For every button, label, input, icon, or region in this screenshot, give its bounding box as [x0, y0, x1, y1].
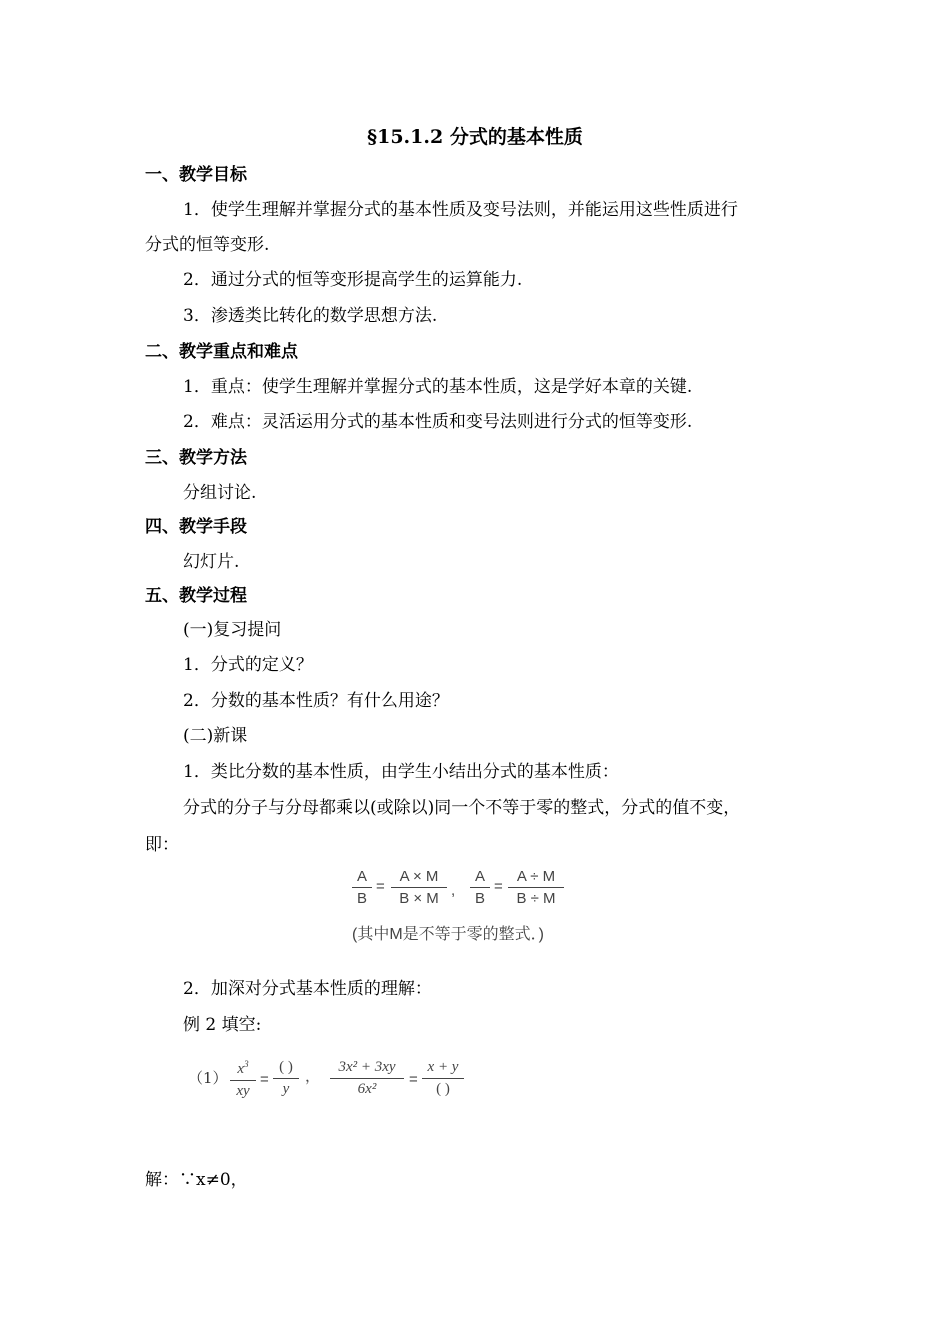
fraction-numerator: A ÷ M [516, 868, 556, 885]
fraction-a-over-b-2 [470, 868, 490, 907]
fraction-denominator: y [282, 1081, 290, 1097]
subsection-new-lesson: (二)新课 [183, 726, 248, 746]
blank-denominator: ( ) [436, 1081, 450, 1097]
fraction-polynomial [330, 1059, 404, 1098]
key-point-2: 2．难点：灵活运用分式的基本性质和变号法则进行分式的恒等变形. [183, 412, 693, 432]
fraction-numerator: A [356, 868, 367, 885]
fraction-denominator: B × M [399, 890, 439, 907]
fraction-x-plus-y-over-blank [422, 1059, 464, 1098]
equals-sign: = [376, 878, 385, 895]
new-lesson-point-1: 1．类比分数的基本性质，由学生小结出分式的基本性质： [183, 762, 619, 782]
equals-sign: = [260, 1071, 269, 1088]
fraction-bar [352, 887, 372, 888]
fraction-bar [422, 1078, 464, 1079]
numerator-base: x [237, 1061, 245, 1077]
formula-comma: , [451, 882, 456, 899]
fraction-numerator [237, 1059, 248, 1078]
formula-note: (其中M是不等于零的整式．) [352, 926, 544, 943]
objective-1-line-2: 分式的恒等变形. [145, 235, 270, 255]
equals-sign: = [409, 1071, 418, 1088]
fraction-numerator: 3x² + 3xy [338, 1059, 396, 1075]
example-2-label: 例 2 填空: [183, 1015, 262, 1035]
fraction-numerator: A [474, 868, 485, 885]
section-heading-objectives: 一、教学目标 [145, 165, 247, 185]
fraction-denominator: B [356, 890, 367, 907]
objective-3: 3．渗透类比转化的数学思想方法. [183, 306, 438, 326]
new-lesson-point-2: 2．加深对分式基本性质的理解： [183, 979, 432, 999]
section-heading-method: 三、教学方法 [145, 448, 247, 468]
equals-sign: = [494, 878, 503, 895]
example-separator: ， [305, 1068, 321, 1085]
objective-1-line-1: 1．使学生理解并掌握分式的基本性质及变号法则，并能运用这些性质进行 [183, 200, 738, 220]
fraction-numerator: A × M [399, 868, 439, 885]
objective-2: 2．通过分式的恒等变形提高学生的运算能力. [183, 270, 523, 290]
section-heading-means: 四、教学手段 [145, 517, 247, 537]
fraction-bar [273, 1078, 299, 1079]
example-item-label: （1） [188, 1069, 228, 1087]
solution-start: 解：∵x≠0， [145, 1170, 248, 1190]
fraction-numerator: x + y [427, 1059, 459, 1075]
page-title: §15.1.2 分式的基本性质 [367, 126, 583, 148]
fraction-a-over-b-1 [352, 868, 372, 907]
fraction-denominator: xy [236, 1083, 250, 1099]
numerator-exponent: 3 [244, 1059, 249, 1069]
fraction-bar [391, 887, 447, 888]
key-point-1: 1．重点：使学生理解并掌握分式的基本性质，这是学好本章的关键. [183, 377, 693, 397]
blank-numerator: ( ) [279, 1059, 293, 1075]
means-text: 幻灯片. [183, 552, 240, 572]
fraction-blank-over-y [273, 1059, 299, 1098]
rule-line-2: 即： [145, 835, 179, 855]
review-question-2: 2．分数的基本性质？有什么用途？ [183, 691, 449, 711]
section-heading-key-points: 二、教学重点和难点 [145, 342, 298, 362]
fraction-multiply-m [391, 868, 447, 907]
fraction-denominator: B ÷ M [516, 890, 556, 907]
section-heading-process: 五、教学过程 [145, 586, 247, 606]
fraction-bar [470, 887, 490, 888]
review-question-1: 1．分式的定义？ [183, 655, 313, 675]
method-text: 分组讨论. [183, 483, 257, 503]
rule-line-1: 分式的分子与分母都乘以(或除以)同一个不等于零的整式，分式的值不变， [183, 798, 741, 818]
fraction-denominator: 6x² [357, 1081, 377, 1097]
fraction-divide-m [508, 868, 564, 907]
fraction-x-cubed-over-xy [230, 1059, 256, 1100]
fraction-denominator: B [474, 890, 485, 907]
fraction-bar [508, 887, 564, 888]
subsection-review: (一)复习提问 [183, 620, 282, 640]
fraction-bar [230, 1080, 256, 1081]
fraction-bar [330, 1078, 404, 1079]
